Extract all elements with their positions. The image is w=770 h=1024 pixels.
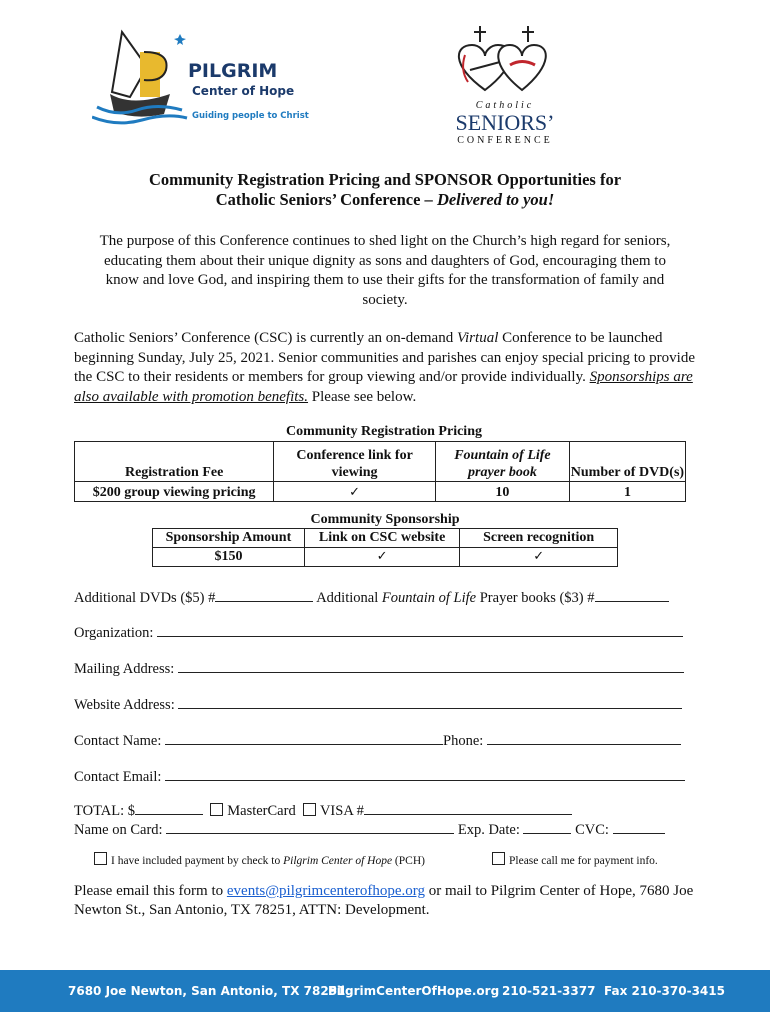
mailing-row — [74, 658, 692, 678]
mastercard-label: MasterCard — [227, 803, 296, 819]
pricing-header-link: Conference link for viewing — [274, 442, 436, 482]
additional-dvds-field[interactable] — [215, 587, 313, 602]
title-line2-emphasis: Delivered to you! — [436, 190, 555, 209]
additional-items-row — [74, 587, 692, 607]
name-on-card-field[interactable] — [166, 819, 454, 834]
pilgrim-tagline: Guiding people to Christ — [192, 111, 309, 121]
purpose-paragraph: The purpose of this Conference continues to shed light on the Church’s high regard for seniors, educating them about their unique dignity as sons and daughters of God, encouraging them to know and love God, and inspiring them to use their gifts for the transformation of family and society. — [99, 233, 671, 308]
website-field[interactable] — [178, 694, 682, 709]
card-row — [74, 819, 692, 839]
website-label: Website Address: — [74, 697, 175, 713]
organization-field[interactable] — [157, 622, 683, 637]
intro-virtual: Virtual — [456, 330, 499, 346]
spons-cell-link: ✓ — [304, 548, 459, 567]
sacred-hearts-icon — [440, 20, 570, 100]
page-title — [60, 170, 710, 210]
mailing-label: Mailing Address: — [74, 661, 175, 677]
pricing-table — [74, 441, 686, 502]
footer-phone: 210-521-3377 — [502, 984, 596, 998]
pricing-cell-link: ✓ — [274, 482, 436, 502]
phone-label: Phone: — [443, 733, 484, 749]
pilgrim-name: PILGRIM — [188, 60, 278, 82]
additional-books-label-c: Prayer books ($3) # — [476, 590, 595, 606]
call-payment-label: Please call me for payment info. — [509, 855, 658, 867]
title-line1: Community Registration Pricing and SPONSOR Opportunities for — [148, 170, 622, 189]
footer-address: 7680 Joe Newton, San Antonio, TX 78251 — [68, 984, 346, 998]
footer-bar — [0, 970, 770, 1012]
csc-logo — [440, 20, 570, 150]
intro-e: Please see below. — [308, 388, 417, 405]
spons-cell-amount: $150 — [153, 548, 305, 567]
pilgrim-sub: Center of Hope — [192, 84, 295, 98]
intro-sponsorship-note: Sponsorships are also available with promotion benefits. — [74, 369, 693, 405]
additional-books-label-b: Fountain of Life — [381, 590, 477, 606]
total-field[interactable] — [135, 800, 203, 815]
cvc-field[interactable] — [613, 819, 665, 834]
visa-label: VISA # — [319, 803, 364, 819]
check-payment-label-a: I have included payment by check to — [111, 855, 284, 867]
additional-books-field[interactable] — [595, 587, 669, 602]
call-payment-checkbox[interactable] — [492, 852, 505, 865]
pricing-cell-book: 10 — [435, 482, 569, 502]
sponsorship-caption: Community Sponsorship — [310, 512, 460, 527]
website-row — [74, 694, 692, 714]
csc-main: SENIORS’ — [455, 110, 555, 135]
pricing-caption: Community Registration Pricing — [286, 424, 482, 439]
phone-field[interactable] — [487, 730, 681, 745]
title-line2 — [60, 190, 710, 210]
check-payment-checkbox[interactable] — [94, 852, 107, 865]
contact-name-label: Contact Name: — [74, 733, 162, 749]
closing-b: or mail to Pilgrim Center of Hope, 7680 Joe Newton St., San Antonio, TX 78251, ATTN: Development. — [74, 883, 694, 918]
contact-name-row — [74, 730, 692, 750]
card-number-field[interactable] — [364, 800, 572, 815]
check-payment-label-b: Pilgrim Center of Hope — [283, 855, 393, 867]
spons-header-link: Link on CSC website — [304, 529, 459, 548]
additional-books-label-a: Additional — [316, 590, 382, 606]
spons-header-screen: Screen recognition — [460, 529, 618, 548]
spons-cell-screen: ✓ — [460, 548, 618, 567]
total-label: TOTAL: $ — [74, 803, 135, 819]
pilgrim-logo — [92, 22, 309, 132]
closing-paragraph — [74, 882, 694, 920]
check-payment-label-c: (PCH) — [392, 855, 425, 867]
pricing-cell-dvds: 1 — [569, 482, 685, 502]
contact-email-row — [74, 766, 692, 786]
pricing-cell-fee: $200 group viewing pricing — [75, 482, 274, 502]
title-line2-text: Catholic Seniors’ Conference – — [215, 190, 437, 209]
organization-row — [74, 622, 692, 642]
exp-field[interactable] — [523, 819, 571, 834]
contact-email-field[interactable] — [165, 766, 685, 781]
csc-top: Catholic — [475, 100, 535, 111]
call-payment-option — [492, 852, 658, 867]
intro-paragraph — [74, 329, 704, 407]
name-on-card-label: Name on Card: — [74, 822, 163, 838]
sponsorship-table — [152, 528, 618, 567]
organization-label: Organization: — [74, 625, 154, 641]
email-link[interactable]: events@pilgrimcenterofhope.org — [226, 883, 425, 899]
payment-row — [74, 800, 692, 820]
intro-a: Catholic Seniors’ Conference (CSC) is currently an on-demand — [74, 330, 457, 346]
contact-email-label: Contact Email: — [74, 769, 162, 785]
pricing-header-fee: Registration Fee — [75, 442, 274, 482]
csc-bottom: CONFERENCE — [457, 135, 553, 146]
contact-name-field[interactable] — [165, 730, 443, 745]
cvc-label: CVC: — [575, 822, 609, 838]
additional-dvds-label: Additional DVDs ($5) # — [74, 590, 216, 606]
exp-label: Exp. Date: — [457, 822, 520, 838]
check-payment-option — [94, 852, 425, 867]
footer-site[interactable]: PilgrimCenterOfHope.org — [328, 984, 500, 998]
spons-header-amount: Sponsorship Amount — [153, 529, 305, 548]
mastercard-checkbox[interactable] — [210, 803, 223, 816]
pricing-header-dvds: Number of DVD(s) — [569, 442, 685, 482]
footer-fax: Fax 210-370-3415 — [604, 984, 725, 998]
mailing-field[interactable] — [178, 658, 684, 673]
visa-checkbox[interactable] — [303, 803, 316, 816]
pricing-header-book: Fountain of Life prayer book — [435, 442, 569, 482]
closing-a: Please email this form to — [74, 883, 227, 899]
intro-c: Conference to be launched beginning Sunday, July 25, 2021. Senior communities and parishes can enjoy special pricing to provide the CSC to their residents or members for group viewing and/or provide individually. — [74, 330, 695, 385]
